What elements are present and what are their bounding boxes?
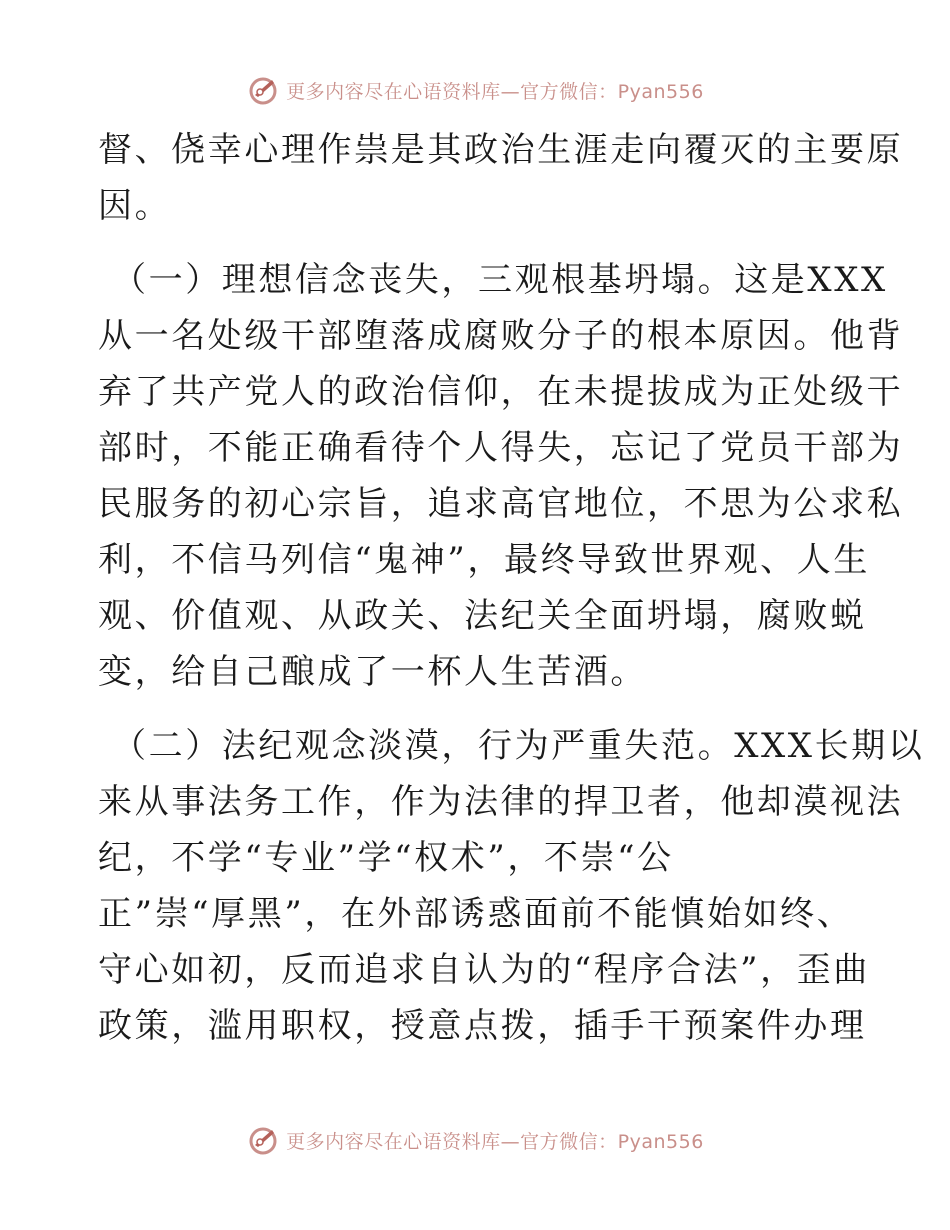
paragraph [98, 122, 904, 234]
header-watermark [0, 70, 950, 110]
text-line: 观、价值观、从政关、法纪关全面坍塌，腐败蜕 [98, 596, 867, 636]
text-line: 变，给自己酿成了一杯人生苦酒。 [98, 652, 647, 692]
section-heading-line: （一）理想信念丧失，三观根基坍塌。这是XXX [112, 260, 888, 300]
text-line: 民服务的初心宗旨，追求高官地位，不思为公求私 [98, 484, 904, 524]
text-line: 督、侥幸心理作祟是其政治生涯走向覆灭的主要原 [98, 130, 904, 170]
text-line: 利，不信马列信“鬼神”，最终导致世界观、人生 [98, 540, 870, 580]
quill-seal-icon [246, 73, 280, 107]
text-line: 因。 [98, 186, 172, 226]
quill-seal-icon [246, 1123, 280, 1157]
text-line: 来从事法务工作，作为法律的捍卫者，他却漠视法 [98, 782, 904, 822]
paragraph [98, 718, 925, 1054]
text-line: 正”崇“厚黑”，在外部诱惑面前不能慎始如终、 [98, 894, 854, 934]
text-line: 守心如初，反而追求自认为的“程序合法”，歪曲 [98, 950, 870, 990]
watermark-text: 更多内容尽在心语资料库—官方微信：Pyan556 [286, 1130, 704, 1153]
footer-watermark [0, 1120, 950, 1160]
text-line: 从一名处级干部堕落成腐败分子的根本原因。他背 [98, 316, 904, 356]
section-heading-line: （二）法纪观念淡漠，行为严重失范。XXX长期以 [112, 726, 925, 766]
text-line: 政策，滥用职权，授意点拨，插手干预案件办理 [98, 1006, 867, 1046]
text-line: 纪，不学“专业”学“权术”，不崇“公 [98, 838, 674, 878]
text-line: 弃了共产党人的政治信仰，在未提拔成为正处级干 [98, 372, 904, 412]
text-line: 部时，不能正确看待个人得失，忘记了党员干部为 [98, 428, 904, 468]
document-body [98, 122, 925, 1054]
watermark-text: 更多内容尽在心语资料库—官方微信：Pyan556 [286, 80, 704, 103]
paragraph [98, 252, 904, 700]
